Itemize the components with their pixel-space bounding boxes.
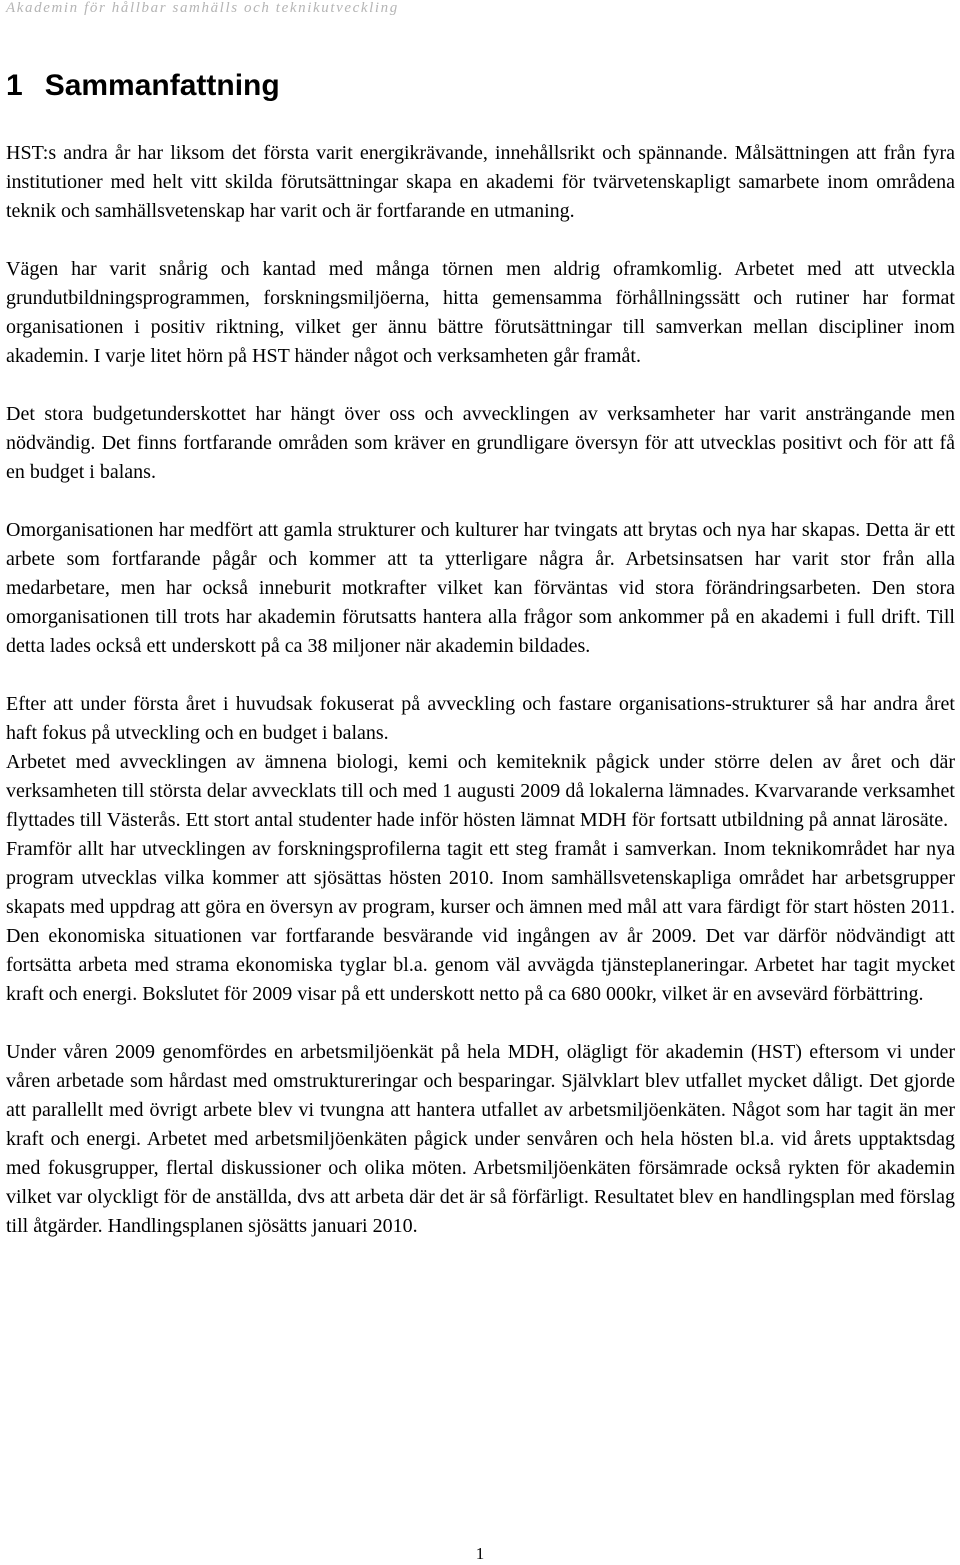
section-number: 1 <box>6 69 23 102</box>
paragraph: Framför allt har utvecklingen av forskningsprofilerna tagit ett steg framåt i samverkan. Inom teknikområdet har nya program utvecklas vilka kommer att sjösättas hösten 2010. Inom samhällsvetenskapliga området har arbetsgrupper skapats med uppdrag att göra en översyn av program, kurser och ämnen med mål att vara färdigt för start hösten 2011. Den ekonomiska situationen var fortfarande besvärande vid ingången av år 2009. Det var därför nödvändigt att fortsätta arbeta med strama ekonomiska tyglar bl.a. genom väl avvägda tjänsteplaneringar. Arbetet har tagit mycket kraft och energi. Bokslutet för 2009 visar på ett underskott netto på ca 680 000kr, vilket är en avsevärd förbättring. <box>6 838 955 1005</box>
page-number: 1 <box>475 1544 485 1563</box>
paragraph: Under våren 2009 genomfördes en arbetsmiljöenkät på hela MDH, olägligt för akademin (HST) eftersom vi under våren arbetade som hårdast med omstruktureringar och besparingar. Självklart blev utfallet mycket dåligt. Det gjorde att parallellt med övrigt arbete blev vi tvungna att hantera utfallet av arbetsmiljöenkäten. Något som har tagit än mer kraft och energi. Arbetet med arbetsmiljöenkäten pågick under senvåren och hela hösten bl.a. vid årets upptaktsdag med fokusgrupper, flertal diskussioner och olika möten. Arbetsmiljöenkäten försämrade också rykten för akademin vilket var olyckligt för de anställda, dvs att arbeta där det är så förfärligt. Resultatet blev en handlingsplan med förslag till åtgärder. Handlingsplanen sjösätts januari 2010. <box>6 1041 955 1237</box>
running-header: Akademin för hållbar samhälls och teknikutveckling <box>6 0 399 16</box>
paragraph: Vägen har varit snårig och kantad med många törnen men aldrig oframkomlig. Arbetet med att utveckla grundutbildningsprogrammen, forskningsmiljöerna, hitta gemensamma förhållningssätt och rutiner har format organisationen i positiv riktning, vilket ger ännu bättre förutsättningar till samverkan mellan discipliner inom akademin. I varje litet hörn på HST händer något och verksamheten går framåt. <box>6 258 955 367</box>
section-heading <box>6 66 280 106</box>
paragraph: Efter att under första året i huvudsak fokuserat på avveckling och fastare organisations-strukturer så har andra året haft fokus på utveckling och en budget i balans. <box>6 693 955 744</box>
paragraph: HST:s andra år har liksom det första varit energikrävande, innehållsrikt och spännande. Målsättningen att från fyra institutioner med helt vitt skilda förutsättningar skapa en akademi för tvärvetenskapligt samarbete inom områdena teknik och samhällsvetenskap har varit och är fortfarande en utmaning. <box>6 142 955 222</box>
paragraph: Arbetet med avvecklingen av ämnena biologi, kemi och kemiteknik pågick under större delen av året och där verksamheten till största delar avvecklats till och med 1 augusti 2009 då lokalerna lämnades. Kvarvarande verksamhet flyttades till Västerås. Ett stort antal studenter hade inför hösten lämnat MDH för fortsatt utbildning på annat lärosäte. <box>6 751 955 831</box>
paragraph: Omorganisationen har medfört att gamla strukturer och kulturer har tvingats att brytas och nya har skapas. Detta är ett arbete som fortfarande pågår och kommer att ta ytterligare några år. Arbetsinsatsen har varit stor från alla medarbetare, men har också inneburit motkrafter vilket kan förväntas vid stora förändringsarbeten. Den stora omorganisationen till trots har akademin förutsatts hantera alla frågor som ankommer på en akademi i full drift. Till detta lades också ett underskott på ca 38 miljoner när akademin bildades. <box>6 519 955 657</box>
paragraph: Det stora budgetunderskottet har hängt över oss och avvecklingen av verksamheter har varit ansträngande men nödvändig. Det finns fortfarande områden som kräver en grundligare översyn för att utvecklas positivt och för att få en budget i balans. <box>6 403 955 483</box>
body-text <box>6 139 955 1241</box>
section-title: Sammanfattning <box>44 69 280 102</box>
